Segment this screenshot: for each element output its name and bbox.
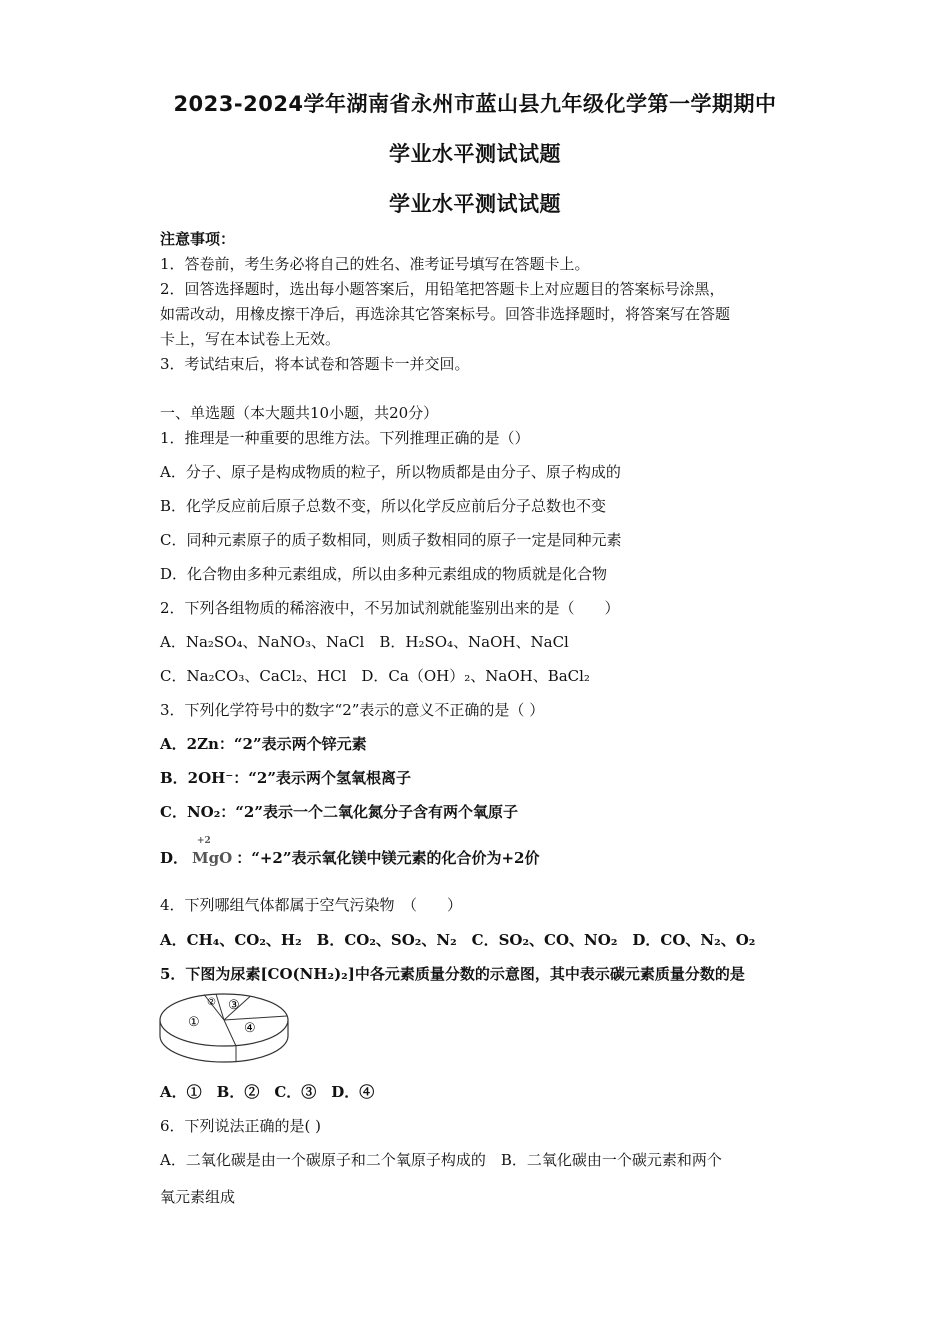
q2-options-ab: A．Na₂SO₄、NaNO₃、NaCl B．H₂SO₄、NaOH、NaCl — [160, 633, 569, 651]
q5-stem: 5．下图为尿素[CO(NH₂)₂]中各元素质量分数的示意图，其中表示碳元素质量分数的是 — [160, 965, 745, 983]
q3-option-a: A．2Zn：“2”表示两个锌元素 — [160, 735, 367, 753]
exam-title-line3: 学业水平测试试题 — [389, 192, 561, 216]
q6-options-ab: A．二氧化碳是由一个碳原子和二个氧原子构成的 B．二氧化碳由一个碳元素和两个 — [160, 1151, 722, 1169]
pie-label-3: ③ — [228, 998, 240, 1013]
q2-options-cd: C．Na₂CO₃、CaCl₂、HCl D．Ca（OH）₂、NaOH、BaCl₂ — [160, 667, 590, 685]
q1-option-d: D．化合物由多种元素组成，所以由多种元素组成的物质就是化合物 — [160, 565, 608, 583]
notice-heading: 注意事项： — [160, 230, 236, 248]
notice-item: 3．考试结束后，将本试卷和答题卡一并交回。 — [160, 355, 470, 373]
notice-item: 2．回答选择题时，选出每小题答案后，用铅笔把答题卡上对应题目的答案标号涂黑， — [160, 280, 725, 298]
q1-option-c: C．同种元素原子的质子数相同，则质子数相同的原子一定是同种元素 — [160, 531, 622, 549]
q3-option-b: B．2OH⁻：“2”表示两个氢氧根离子 — [160, 769, 411, 787]
section-heading: 一、单选题（本大题共10小题，共20分） — [160, 404, 439, 422]
pie-label-4: ④ — [244, 1021, 256, 1036]
pie-label-1: ① — [188, 1015, 200, 1030]
q6-stem: 6．下列说法正确的是( ) — [160, 1117, 322, 1135]
q3-option-d — [160, 836, 800, 868]
mgo-formula — [192, 836, 233, 867]
notice-item: 卡上，写在本试卷上无效。 — [160, 330, 341, 348]
q3-option-c: C．NO₂：“2”表示一个二氧化氮分子含有两个氧原子 — [160, 803, 518, 821]
exam-title-line2: 学业水平测试试题 — [389, 142, 561, 166]
pie-label-2: ② — [207, 997, 216, 1008]
q4-options: A．CH₄、CO₂、H₂ B．CO₂、SO₂、N₂ C．SO₂、CO、NO₂ D．CO、N₂、O₂ — [160, 931, 756, 949]
q3-stem: 3．下列化学符号中的数字“2”表示的意义不正确的是（ ） — [160, 701, 545, 719]
notice-item: 1．答卷前，考生务必将自己的姓名、准考证号填写在答题卡上。 — [160, 255, 590, 273]
q4-stem: 4．下列哪组气体都属于空气污染物 （ ） — [160, 896, 463, 914]
q1-stem: 1．推理是一种重要的思维方法。下列推理正确的是（） — [160, 429, 530, 447]
q5-options: A．① B．② C．③ D．④ — [160, 1083, 375, 1101]
notice-item: 如需改动，用橡皮擦干净后，再选涂其它答案标号。回答非选择题时，将答案写在答题 — [160, 305, 731, 323]
q1-option-b: B．化学反应前后原子总数不变，所以化学反应前后分子总数也不变 — [160, 497, 607, 515]
exam-title-line1: 2023-2024学年湖南省永州市蓝山县九年级化学第一学期期中 — [173, 92, 777, 116]
mgo-charge: +2 — [197, 836, 211, 846]
q3-option-d-text: ：“+2”表示氧化镁中镁元素的化合价为+2价 — [236, 849, 540, 867]
q3-option-d-label: D． — [160, 849, 189, 867]
urea-pie-figure — [158, 992, 290, 1064]
mgo-text: MgO — [192, 849, 233, 867]
q1-option-a: A．分子、原子是构成物质的粒子，所以物质都是由分子、原子构成的 — [160, 463, 621, 481]
q2-stem: 2．下列各组物质的稀溶液中，不另加试剂就能鉴别出来的是（ ） — [160, 599, 620, 617]
q6-options-cont: 氧元素组成 — [160, 1188, 236, 1206]
